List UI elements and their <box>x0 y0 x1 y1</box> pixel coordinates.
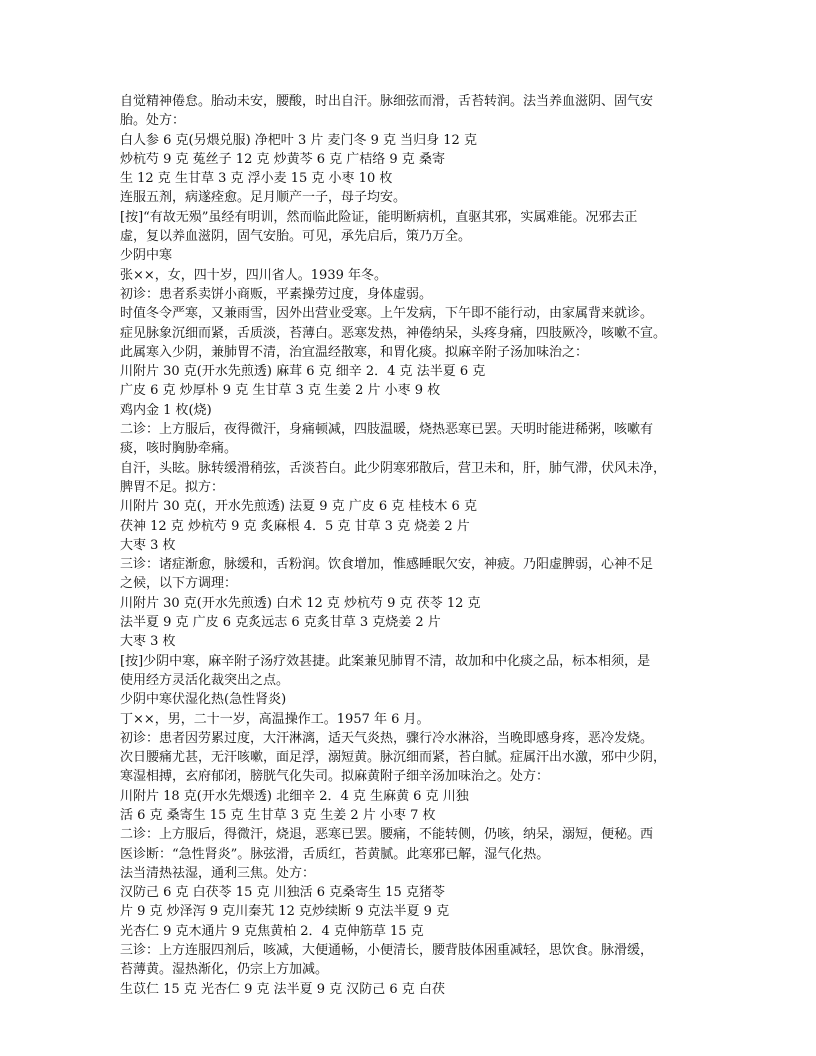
text-line: [按]少阴中寒，麻辛附子汤疗效甚捷。此案兼见肺胃不清，故加和中化痰之品，标本相须，是 <box>120 653 651 669</box>
text-line: 三诊：诸症渐愈，脉缓和，舌粉润。饮食增加，惟感睡眠欠安，神疲。乃阳虚脾弱，心神不足 <box>120 557 654 573</box>
text-line: 片 9 克 炒泽泻 9 克川秦艽 12 克炒续断 9 克法半夏 9 克 <box>120 904 450 920</box>
text-line: 苔薄黄。湿热渐化，仍宗上方加减。 <box>120 962 329 978</box>
text-line: 自汗，头眩。脉转缓滑稍弦，舌淡苔白。此少阴寒邪散后，营卫未和，肝，肺气滞，伏风未净， <box>120 460 667 476</box>
text-line: 生苡仁 15 克 光杏仁 9 克 法半夏 9 克 汉防己 6 克 白茯 <box>120 981 445 997</box>
text-line: [按]“有故无殒”虽经有明训，然而临此险证，能明断病机，直驱其邪，实属难能。况邪去正 <box>120 209 638 225</box>
text-line: 鸡内金 1 枚(烧) <box>120 402 212 418</box>
text-line: 茯神 12 克 炒杭芍 9 克 炙麻根 4．5 克 甘草 3 克 烧姜 2 片 <box>120 518 470 534</box>
text-line: 广皮 6 克 炒厚朴 9 克 生甘草 3 克 生姜 2 片 小枣 9 枚 <box>120 383 441 399</box>
text-line: 二诊：上方服后，夜得微汗，身痛顿减，四肢温暖，烧热恶寒已罢。天明时能进稀粥，咳嗽有 <box>120 422 654 438</box>
text-line: 大枣 3 枚 <box>120 537 176 553</box>
text-line: 活 6 克 桑寄生 15 克 生甘草 3 克 生姜 2 片 小枣 7 枚 <box>120 807 436 823</box>
text-line: 法当清热祛湿，通利三焦。处方： <box>120 865 316 881</box>
text-line: 川附片 30 克(开水先煎透) 麻茸 6 克 细辛 2．4 克 法半夏 6 克 <box>120 364 486 380</box>
text-line: 白人参 6 克(另煨兑服) 净杷叶 3 片 麦门冬 9 克 当归身 12 克 <box>120 132 477 148</box>
text-line: 脾胃不足。拟方： <box>120 479 225 495</box>
text-line: 丁××，男，二十一岁，高温操作工。1957 年 6 月。 <box>120 711 430 727</box>
text-line: 自觉精神倦怠。胎动未安，腰酸，时出自汗。脉细弦而滑，舌苔转润。法当养血滋阴、固气安 <box>120 94 654 109</box>
text-line: 三诊：上方连服四剂后，咳减，大便通畅，小便清长，腰背肢体困重减轻，思饮食。脉滑缓， <box>120 943 654 959</box>
text-line: 医诊断：“急性肾炎”。脉弦滑，舌质红，苔黄腻。此寒邪已解，湿气化热。 <box>120 846 550 862</box>
text-line: 汉防己 6 克 白茯苓 15 克 川独活 6 克桑寄生 15 克猪苓 <box>120 885 445 901</box>
text-line: 二诊：上方服后，得微汗，烧退，恶寒已罢。腰痛，不能转侧，仍咳，纳呆，溺短，便秘。西 <box>120 827 654 843</box>
text-line: 张××，女，四十岁，四川省人。1939 年冬。 <box>120 267 388 283</box>
text-line: 法半夏 9 克 广皮 6 克炙远志 6 克炙甘草 3 克烧姜 2 片 <box>120 615 441 631</box>
text-line: 次日腰痛尤甚，无汗咳嗽，面足浮，溺短黄。脉沉细而紧，苔白腻。症属汗出水激，邪中少阴， <box>120 750 667 766</box>
text-line: 少阴中寒伏湿化热(急性肾炎) <box>120 692 287 708</box>
text-line: 初诊：患者系卖饼小商贩，平素操劳过度，身体虚弱。 <box>120 286 433 302</box>
text-line: 川附片 18 克(开水先煨透) 北细辛 2．4 克 生麻黄 6 克 川独 <box>120 788 469 804</box>
document-body <box>120 92 705 999</box>
text-line: 使用经方灵活化裁突出之点。 <box>120 672 290 688</box>
text-line: 虚，复以养血滋阴，固气安胎。可见，承先启后，策乃万全。 <box>120 229 472 245</box>
text-line: 川附片 30 克(，开水先煎透) 法夏 9 克 广皮 6 克 桂枝木 6 克 <box>120 499 477 515</box>
text-line: 少阴中寒 <box>120 248 173 264</box>
text-line: 胎。处方： <box>120 113 186 129</box>
text-line: 时值冬令严寒，又兼雨雪，因外出营业受寒。上午发病，下午即不能行动，由家属背来就诊。 <box>120 306 654 322</box>
text-line: 生 12 克 生甘草 3 克 浮小麦 15 克 小枣 10 枚 <box>120 171 393 187</box>
text-line: 大枣 3 枚 <box>120 634 176 650</box>
text-line: 症见脉象沉细而紧，舌质淡，苔薄白。恶寒发热，神倦纳呆，头疼身痛，四肢厥冷，咳嗽不宣。 <box>120 325 667 341</box>
text-line: 痰，咳时胸胁牵痛。 <box>120 441 238 457</box>
text-line: 川附片 30 克(开水先煎透) 白术 12 克 炒杭芍 9 克 茯苓 12 克 <box>120 595 481 611</box>
text-line: 炒杭芍 9 克 菟丝子 12 克 炒黄芩 6 克 广桔络 9 克 桑寄 <box>120 151 445 167</box>
text-line: 光杏仁 9 克木通片 9 克焦黄柏 2．4 克伸筋草 15 克 <box>120 923 424 939</box>
text-line: 之候，以下方调理： <box>120 576 238 592</box>
text-line: 连服五剂，病遂痊愈。足月顺产一子，母子均安。 <box>120 190 407 206</box>
text-line: 此属寒入少阴，兼肺胃不清，治宜温经散寒，和胃化痰。拟麻辛附子汤加味治之： <box>120 344 589 360</box>
text-line: 初诊：患者因劳累过度，大汗淋漓，适天气炎热，骤行冷水淋浴，当晚即感身疼，恶冷发烧。 <box>120 730 654 746</box>
text-line: 寒湿相搏，玄府郁闭，膀胱气化失司。拟麻黄附子细辛汤加味治之。处方： <box>120 769 550 785</box>
